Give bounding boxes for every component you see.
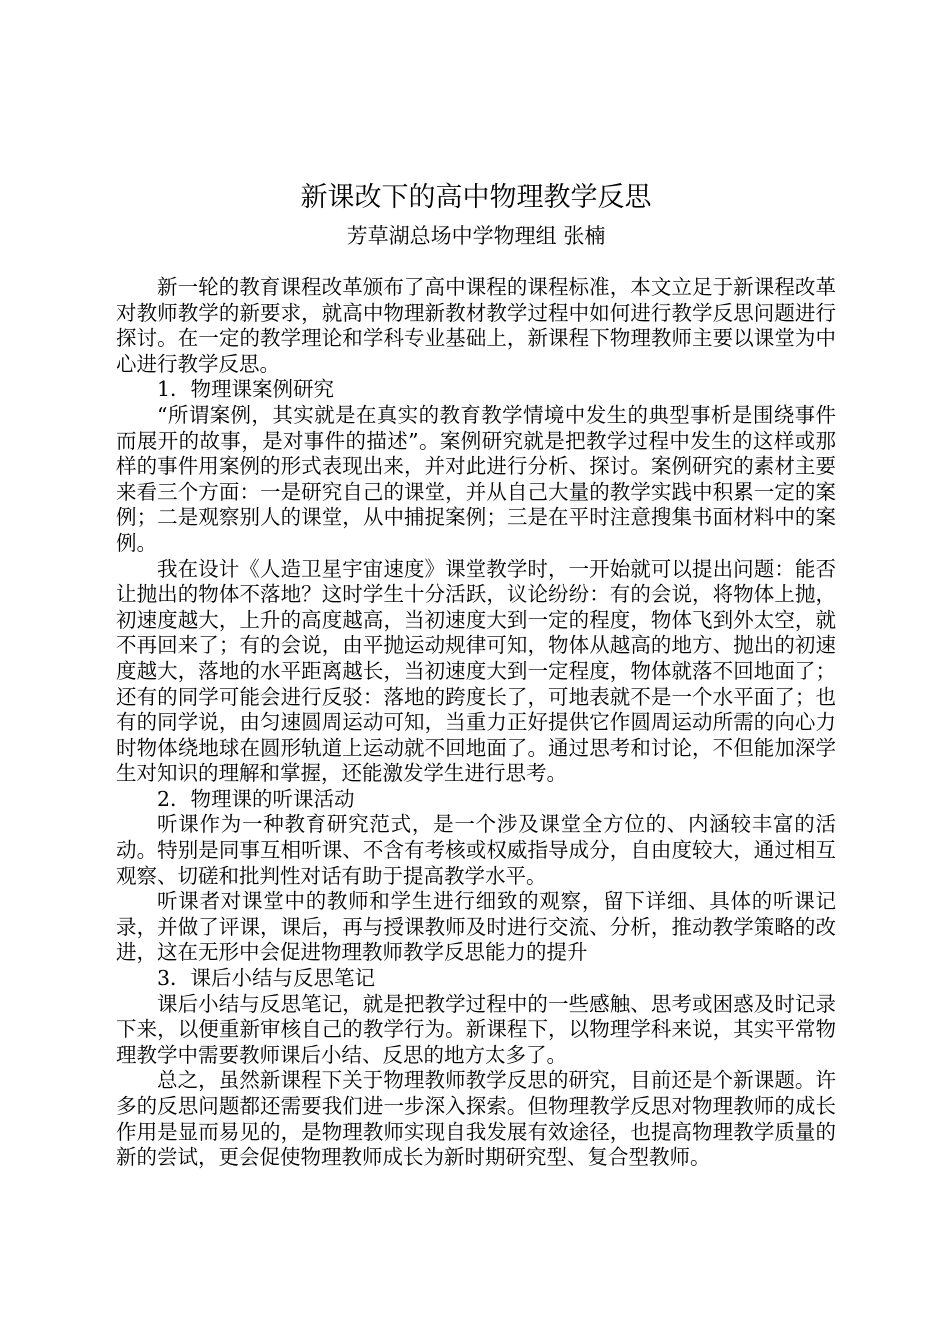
paragraph-observation-intro: 听课作为一种教育研究范式，是一个涉及课堂全方位的、内涵较丰富的活动。特别是同事互相听课、不含有考核或权威指导成分，自由度较大，通过相互观察、切磋和批判性对话有助于提高教学水平。 bbox=[116, 812, 836, 888]
paragraph-conclusion: 总之，虽然新课程下关于物理教师教学反思的研究，目前还是个新课题。许多的反思问题都还需要我们进一步深入探索。但物理教学反思对物理教师的成长作用是显而易见的，是物理教师实现自我发展有效途径，也提高物理教学质量的新的尝试，更会促使物理教师成长为新时期研究型、复合型教师。 bbox=[116, 1068, 836, 1170]
paragraph-observation-detail: 听课者对课堂中的教师和学生进行细致的观察，留下详细、具体的听课记录，并做了评课，课后，再与授课教师及时进行交流、分析，推动教学策略的改进，这在无形中会促进物理教师教学反思能力的提升 bbox=[116, 889, 836, 965]
paragraph-case-example: 我在设计《人造卫星宇宙速度》课堂教学时，一开始就可以提出问题：能否让抛出的物体不落地？这时学生十分活跃，议论纷纷：有的会说，将物体上抛，初速度越大，上升的高度越高，当初速度大到一定的程度，物体飞到外太空，就不再回来了；有的会说，由平抛运动规律可知，物体从越高的地方、抛出的初速度越大，落地的水平距离越长，当初速度大到一定程度，物体就落不回地面了；还有的同学可能会进行反驳：落地的跨度长了，可地表就不是一个水平面了；也有的同学说，由匀速圆周运动可知，当重力正好提供它作圆周运动所需的向心力时物体绕地球在圆形轨道上运动就不回地面了。通过思考和讨论，不但能加深学生对知识的理解和掌握，还能激发学生进行思考。 bbox=[116, 556, 836, 786]
section-heading-case-study: 1．物理课案例研究 bbox=[157, 377, 335, 402]
section-heading-reflection-notes: 3．课后小结与反思笔记 bbox=[157, 966, 376, 991]
paragraph-case-definition: “所谓案例，其实就是在真实的教育教学情境中发生的典型事析是围绕事件而展开的故事，是对事件的描述”。案例研究就是把教学过程中发生的这样或那样的事件用案例的形式表现出来，并对此进行分析、探讨。案例研究的素材主要来看三个方面：一是研究自己的课堂，并从自己大量的教学实践中积累一定的案例；二是观察别人的课堂，从中捕捉案例；三是在平时注意搜集书面材料中的案例。 bbox=[116, 402, 836, 555]
document-page bbox=[116, 0, 836, 1171]
intro-paragraph: 新一轮的教育课程改革颁布了高中课程的课程标准，本文立足于新课程改革对教师教学的新要求，就高中物理新教材教学过程中如何进行教学反思问题进行探讨。在一定的教学理论和学科专业基础上，新课程下物理教师主要以课堂为中心进行教学反思。 bbox=[116, 275, 836, 376]
author-line: 芳草湖总场中学物理组 张楠 bbox=[346, 224, 606, 248]
paragraph-reflection-notes: 课后小结与反思笔记，就是把教学过程中的一些感触、思考或困惑及时记录下来，以便重新审核自己的教学行为。新课程下，以物理学科来说，其实平常物理教学中需要教师课后小结、反思的地方太多了。 bbox=[116, 991, 836, 1067]
section-heading-lesson-observation: 2．物理课的听课活动 bbox=[157, 786, 355, 811]
document-body bbox=[116, 275, 836, 1171]
document-title: 新课改下的高中物理教学反思 bbox=[300, 182, 652, 213]
